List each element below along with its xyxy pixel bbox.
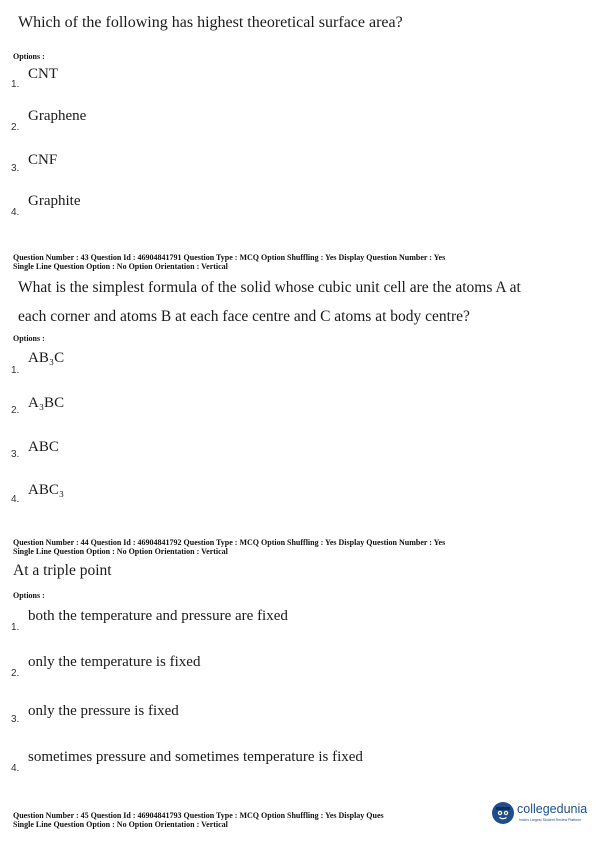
option-text: both the temperature and pressure are fixed (28, 608, 288, 624)
option-number: 4. (11, 494, 20, 505)
question-meta-line: Single Line Question Option : No Option Orientation : Vertical (13, 547, 228, 556)
option-text: ABC₃ (28, 482, 65, 498)
option-text: only the pressure is fixed (28, 703, 179, 719)
option-text: sometimes pressure and sometimes temperature is fixed (28, 749, 363, 765)
option-number: 4. (11, 763, 20, 774)
option-number: 3. (11, 714, 20, 725)
option-number: 3. (11, 163, 20, 174)
option-number: 1. (11, 365, 20, 376)
option-number: 1. (11, 622, 20, 633)
logo-tagline: India's Largest Student Review Platform (519, 818, 582, 822)
option-number: 4. (11, 207, 20, 218)
option-text: ABC (28, 439, 59, 455)
option-number: 2. (11, 122, 20, 133)
question-meta-line: Question Number : 45 Question Id : 46904841793 Question Type : MCQ Option Shuffling : Yes Display Ques (13, 811, 384, 820)
question-meta-line: Question Number : 44 Question Id : 46904841792 Question Type : MCQ Option Shuffling : Yes Display Question Number : Yes (13, 538, 446, 547)
question-meta-line: Single Line Question Option : No Option Orientation : Vertical (13, 262, 228, 271)
option-text: AB₃C (28, 350, 65, 366)
options-label: Options : (13, 52, 45, 61)
logo-mascot-icon (492, 802, 514, 824)
option-text: CNT (28, 66, 58, 82)
question-43-text: each corner and atoms B at each face centre and C atoms at body centre? (18, 308, 470, 325)
option-number: 1. (11, 79, 20, 90)
options-label: Options : (13, 591, 45, 600)
collegedunia-logo (492, 800, 592, 828)
question-meta-line: Single Line Question Option : No Option Orientation : Vertical (13, 820, 228, 829)
option-text: CNF (28, 152, 58, 168)
option-text: Graphene (28, 108, 87, 124)
option-number: 2. (11, 668, 20, 679)
option-text: A₃BC (28, 395, 65, 411)
option-number: 2. (11, 405, 20, 416)
question-meta-line: Question Number : 43 Question Id : 46904841791 Question Type : MCQ Option Shuffling : Yes Display Question Number : Yes (13, 253, 446, 262)
option-number: 3. (11, 449, 20, 460)
question-43-text: What is the simplest formula of the solid whose cubic unit cell are the atoms A at (18, 279, 521, 296)
question-42-text: Which of the following has highest theoretical surface area? (18, 14, 403, 31)
question-44-text: At a triple point (13, 562, 112, 579)
logo-wordmark: collegedunia (517, 802, 588, 816)
option-text: Graphite (28, 193, 81, 209)
option-text: only the temperature is fixed (28, 654, 201, 670)
options-label: Options : (13, 334, 45, 343)
